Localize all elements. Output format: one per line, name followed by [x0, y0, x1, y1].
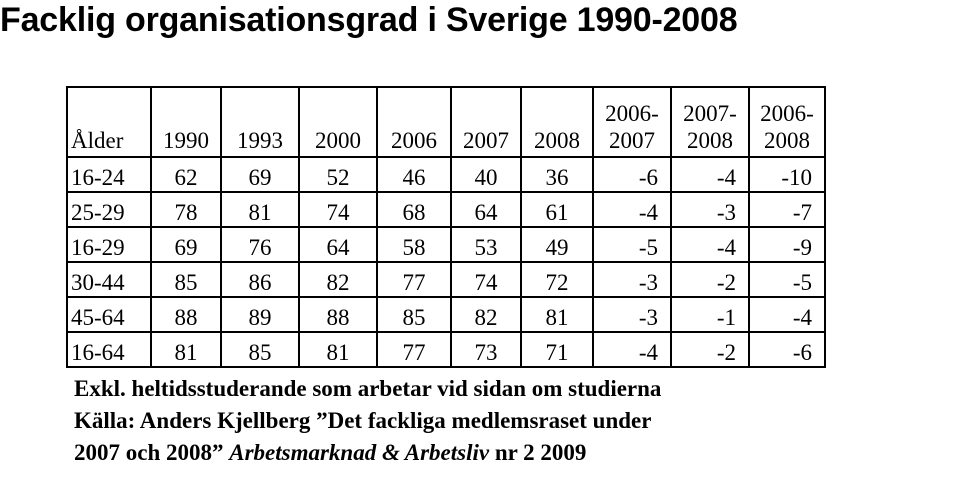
- table-cell: 82: [451, 297, 521, 332]
- table-cell: 58: [377, 227, 451, 262]
- table-cell: 78: [151, 192, 221, 227]
- table-cell: 89: [221, 297, 299, 332]
- table-cell: -4: [593, 332, 671, 367]
- table-cell: 72: [521, 262, 593, 297]
- table-cell: -1: [671, 297, 749, 332]
- table-cell: 62: [151, 157, 221, 192]
- header-cell: 2006- 2008: [749, 87, 825, 157]
- source-line-2: [74, 438, 934, 468]
- table-cell: 16-29: [67, 227, 151, 262]
- table-cell: 61: [521, 192, 593, 227]
- table-row: [67, 297, 825, 332]
- table-cell: 71: [521, 332, 593, 367]
- table-cell: 86: [221, 262, 299, 297]
- table-cell: -4: [593, 192, 671, 227]
- table-cell: -10: [749, 157, 825, 192]
- table-cell: 49: [521, 227, 593, 262]
- header-cell: 2000: [299, 87, 377, 157]
- table-cell: 82: [299, 262, 377, 297]
- table-cell: 68: [377, 192, 451, 227]
- header-cell: 2008: [521, 87, 593, 157]
- table-cell: 16-64: [67, 332, 151, 367]
- journal-name: Arbetsmarknad & Arbetsliv: [229, 440, 490, 465]
- table-cell: -2: [671, 332, 749, 367]
- header-cell: 1990: [151, 87, 221, 157]
- table-cell: 16-24: [67, 157, 151, 192]
- table-cell: 74: [451, 262, 521, 297]
- table-cell: 81: [299, 332, 377, 367]
- header-cell: 2007: [451, 87, 521, 157]
- table-row: [67, 192, 825, 227]
- table-cell: 88: [151, 297, 221, 332]
- table-cell: -4: [671, 227, 749, 262]
- table-cell: 85: [221, 332, 299, 367]
- exclusion-note: Exkl. heltidsstuderande som arbetar vid sidan om studierna: [74, 376, 662, 401]
- table-row: [67, 157, 825, 192]
- table-cell: 25-29: [67, 192, 151, 227]
- table-cell: 73: [451, 332, 521, 367]
- table-cell: 69: [151, 227, 221, 262]
- table-cell: -6: [749, 332, 825, 367]
- table-cell: -3: [593, 262, 671, 297]
- notes: [74, 374, 934, 468]
- table-cell: -4: [749, 297, 825, 332]
- table-cell: 77: [377, 262, 451, 297]
- table-cell: 81: [521, 297, 593, 332]
- table-cell: -3: [671, 192, 749, 227]
- header-cell: 1993: [221, 87, 299, 157]
- table-cell: -9: [749, 227, 825, 262]
- table-cell: 88: [299, 297, 377, 332]
- header-cell: 2007- 2008: [671, 87, 749, 157]
- table-cell: -2: [671, 262, 749, 297]
- table-cell: 46: [377, 157, 451, 192]
- table-cell: 77: [377, 332, 451, 367]
- table-cell: -3: [593, 297, 671, 332]
- table-cell: -4: [671, 157, 749, 192]
- page-title: Facklig organisationsgrad i Sverige 1990-2008: [0, 1, 738, 39]
- table-cell: -7: [749, 192, 825, 227]
- header-cell: 2006- 2007: [593, 87, 671, 157]
- table-header-row: [67, 87, 825, 157]
- table-cell: 40: [451, 157, 521, 192]
- table-cell: 30-44: [67, 262, 151, 297]
- table-row: [67, 332, 825, 367]
- table-cell: -6: [593, 157, 671, 192]
- table-cell: 85: [151, 262, 221, 297]
- table-cell: 74: [299, 192, 377, 227]
- table-row: [67, 227, 825, 262]
- table-row: [67, 262, 825, 297]
- source-line-1: Källa: Anders Kjellberg ”Det fackliga medlemsraset under: [74, 408, 652, 433]
- table-cell: -5: [593, 227, 671, 262]
- header-cell: Ålder: [67, 87, 151, 157]
- table-cell: 36: [521, 157, 593, 192]
- table-cell: 53: [451, 227, 521, 262]
- header-cell: 2006: [377, 87, 451, 157]
- data-table: [66, 86, 826, 368]
- table-cell: 52: [299, 157, 377, 192]
- table-cell: 45-64: [67, 297, 151, 332]
- table-cell: -5: [749, 262, 825, 297]
- source-issue: nr 2 2009: [489, 440, 587, 465]
- table-cell: 64: [451, 192, 521, 227]
- table-cell: 64: [299, 227, 377, 262]
- source-line-2-text: 2007 och 2008”: [74, 440, 230, 465]
- table-cell: 69: [221, 157, 299, 192]
- table-cell: 81: [221, 192, 299, 227]
- table-cell: 81: [151, 332, 221, 367]
- table-cell: 76: [221, 227, 299, 262]
- table-cell: 85: [377, 297, 451, 332]
